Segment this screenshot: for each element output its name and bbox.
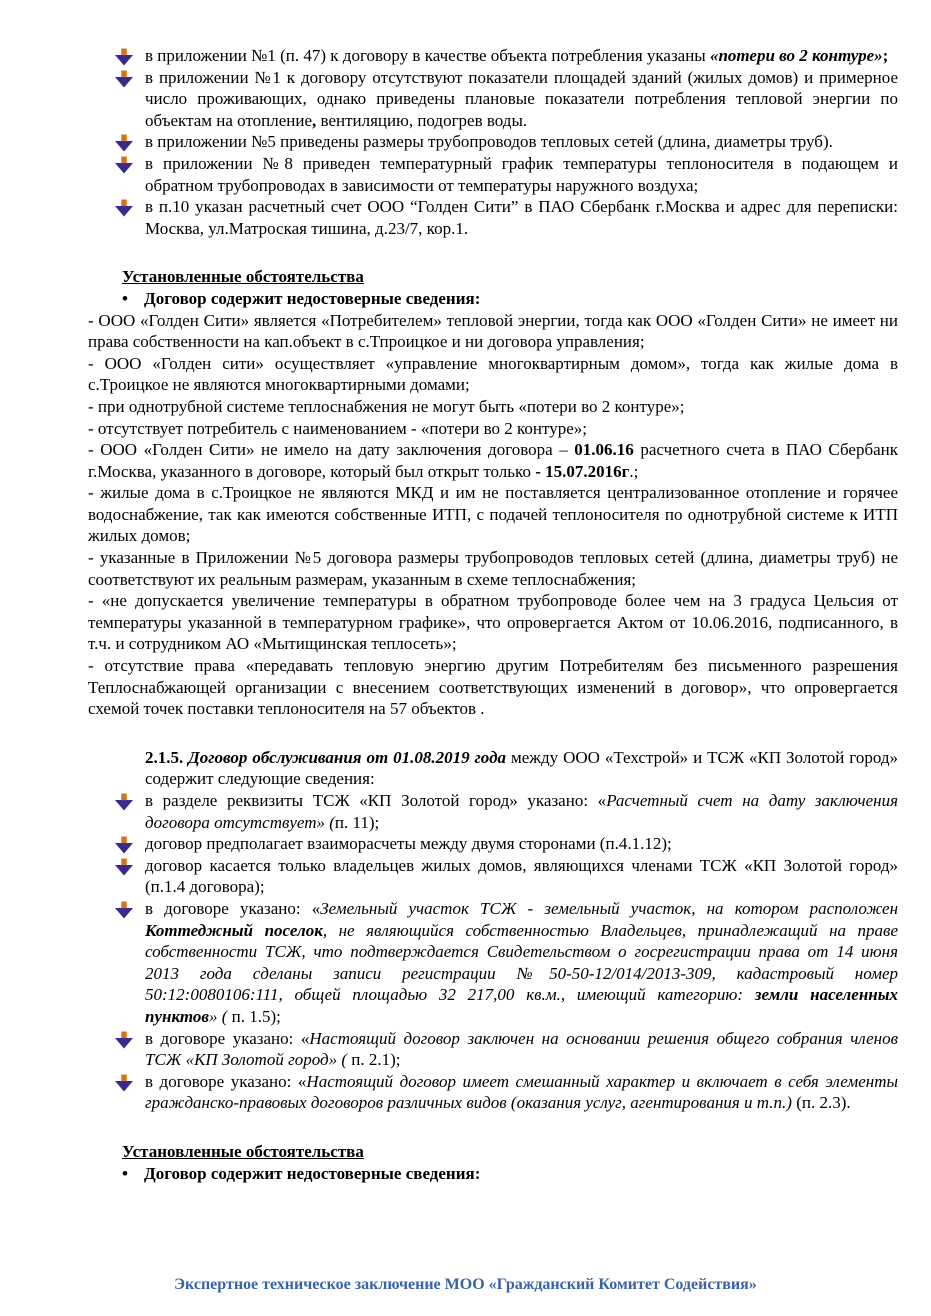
list-item bbox=[145, 833, 898, 855]
list-item-text: в приложении №8 приведен температурный график температуры теплоносителя в подающем и обратном трубопроводах в зависимости от температуры наружного воздуха; bbox=[145, 153, 898, 195]
finding-item: - при однотрубной системе теплоснабжения не могут быть «потери во 2 контуре»; bbox=[88, 396, 685, 416]
section-heading: Установленные обстоятельства bbox=[122, 267, 364, 287]
list-item bbox=[145, 855, 898, 898]
list-item-text: в приложении №1 к договору отсутствуют показатели площадей зданий (жилых домов) и примерное число проживающих, однако приведены плановые показатели потребления тепловой энергии по объектам на отопление, вентиляцию, подогрев воды. bbox=[145, 67, 898, 130]
finding-item: - отсутствие права «передавать тепловую энергию другим Потребителям без письменного разрешения Теплоснабжающей организации с внесением соответствующих изменений в договор», что опровергается схемой точек поставки теплоносителя на 57 объектов . bbox=[88, 656, 898, 719]
paragraph-title: Договор обслуживания от 01.08.2019 года bbox=[188, 747, 507, 767]
bullet-dot-icon: • bbox=[122, 288, 128, 308]
list-item-text: в приложении №1 (п. 47) к договору в качестве объекта потребления указаны «потери во 2 контуре»; bbox=[145, 46, 889, 65]
list-item bbox=[145, 790, 898, 833]
list-item-text: договор предполагает взаиморасчеты между двумя сторонами (п.4.1.12); bbox=[145, 834, 672, 854]
list-item bbox=[145, 67, 898, 132]
finding-item: - жилые дома в с.Троицкое не являются МКД и им не поставляется централизованное отопление и горячее водоснабжение, так как имеются собственные ИТП, с подачей теплоносителя по однотрубной системе к ИТП жилых домов; bbox=[88, 483, 898, 546]
list-item-text: в договоре указано: «Земельный участок ТСЖ - земельный участок, на котором расположен Коттеджный поселок, не являющийся собственностью Владельцев, принадлежащий на праве собственности ТСЖ, что подтверждается Свидетельством о госрегистрации права от 14 июня 2013 года сделаны записи регистрации №50-50-12/014/2013-309, кадастровый номер 50:12:0080106:111, общей площадью 32 217,00 кв.м., имеющий категорию: земли населенных пунктов» ( п. 1.5); bbox=[145, 898, 899, 1026]
list-item bbox=[145, 153, 898, 196]
section-established-circumstances-2 bbox=[0, 1141, 931, 1184]
finding-item: - «не допускается увеличение температуры в обратном трубопроводе более чем на 3 градуса Цельсия от температуры указанной в температурном графике», что опровергается Актом от 10.06.2016, подписанного, в т.ч. и сотрудником АО «Мытищинская теплосеть»; bbox=[88, 591, 898, 654]
finding-item: - ООО «Голден сити» осуществляет «управление многоквартирным домом», тогда как жилые дома в с.Троицкое не являются многоквартирными домами; bbox=[88, 353, 898, 395]
paragraph-number: 2.1.5. bbox=[145, 747, 184, 767]
section-subheading: • Договор содержит недостоверные сведения: bbox=[122, 1163, 481, 1183]
finding-item: - отсутствует потребитель с наименованием - «потери во 2 контуре»; bbox=[88, 418, 587, 438]
section-heading: Установленные обстоятельства bbox=[122, 1141, 364, 1161]
list-item bbox=[145, 196, 898, 239]
numbered-paragraph-2-1-5 bbox=[145, 747, 898, 790]
list-item bbox=[145, 45, 898, 67]
list-item-text: договор касается только владельцев жилых домов, являющихся членами ТСЖ «КП Золотой город» (п.1.4 договора); bbox=[145, 855, 898, 897]
list-item bbox=[145, 1028, 898, 1071]
paragraph-text: между ООО «Техстрой» и ТСЖ «КП Золотой город» содержит следующие сведения: bbox=[145, 747, 899, 789]
page-footer: Экспертное техническое заключение МОО «Гражданский Комитет Содействия» bbox=[174, 1276, 757, 1293]
list-item bbox=[145, 131, 898, 153]
bullet-list-2 bbox=[0, 790, 931, 1114]
list-item-text: в п.10 указан расчетный счет ООО “Голден Сити” в ПАО Сбербанк г.Москва и адрес для переписки: Москва, ул.Матроская тишина, д.23/7, кор.1. bbox=[145, 197, 898, 238]
list-item bbox=[145, 1071, 898, 1114]
bullet-dot-icon: • bbox=[122, 1163, 128, 1183]
finding-item: - ООО «Голден Сити» не имело на дату заключения договора – 01.06.16 расчетного счета в ПАО Сбербанк г.Москва, указанного в договоре, который был открыт только - 15.07.2016г.; bbox=[88, 440, 899, 481]
list-item-text: в приложении №5 приведены размеры трубопроводов тепловых сетей (длина, диаметры труб). bbox=[145, 132, 833, 152]
findings-list bbox=[88, 310, 898, 720]
list-item bbox=[145, 898, 898, 1028]
finding-item: - ООО «Голден Сити» является «Потребителем» тепловой энергии, тогда как ООО «Голден Сити» не имеет ни права собственности на кап.объект в с.Тпроицкое и ни договора управления; bbox=[88, 310, 898, 352]
section-established-circumstances-1 bbox=[0, 266, 931, 719]
list-item-text: в разделе реквизиты ТСЖ «КП Золотой город» указано: «Расчетный счет на дату заключения договора отсутствует» (п. 11); bbox=[145, 791, 899, 832]
list-item-text: в договоре указано: «Настоящий договор имеет смешанный характер и включает в себя элементы гражданско-правовых договоров различных видов (оказания услуг, агентирования и т.п.) (п. 2.3). bbox=[145, 1071, 898, 1113]
list-item-text: в договоре указано: «Настоящий договор заключен на основании решения общего собрания членов ТСЖ «КП Золотой город» ( п. 2.1); bbox=[145, 1028, 898, 1070]
bullet-list-1 bbox=[0, 45, 931, 239]
finding-item: - указанные в Приложении №5 договора размеры трубопроводов тепловых сетей (длина, диаметры труб) не соответствуют их реальным размерам, указанным в схеме теплоснабжения; bbox=[88, 548, 898, 589]
section-subheading: • Договор содержит недостоверные сведения: bbox=[122, 288, 481, 308]
